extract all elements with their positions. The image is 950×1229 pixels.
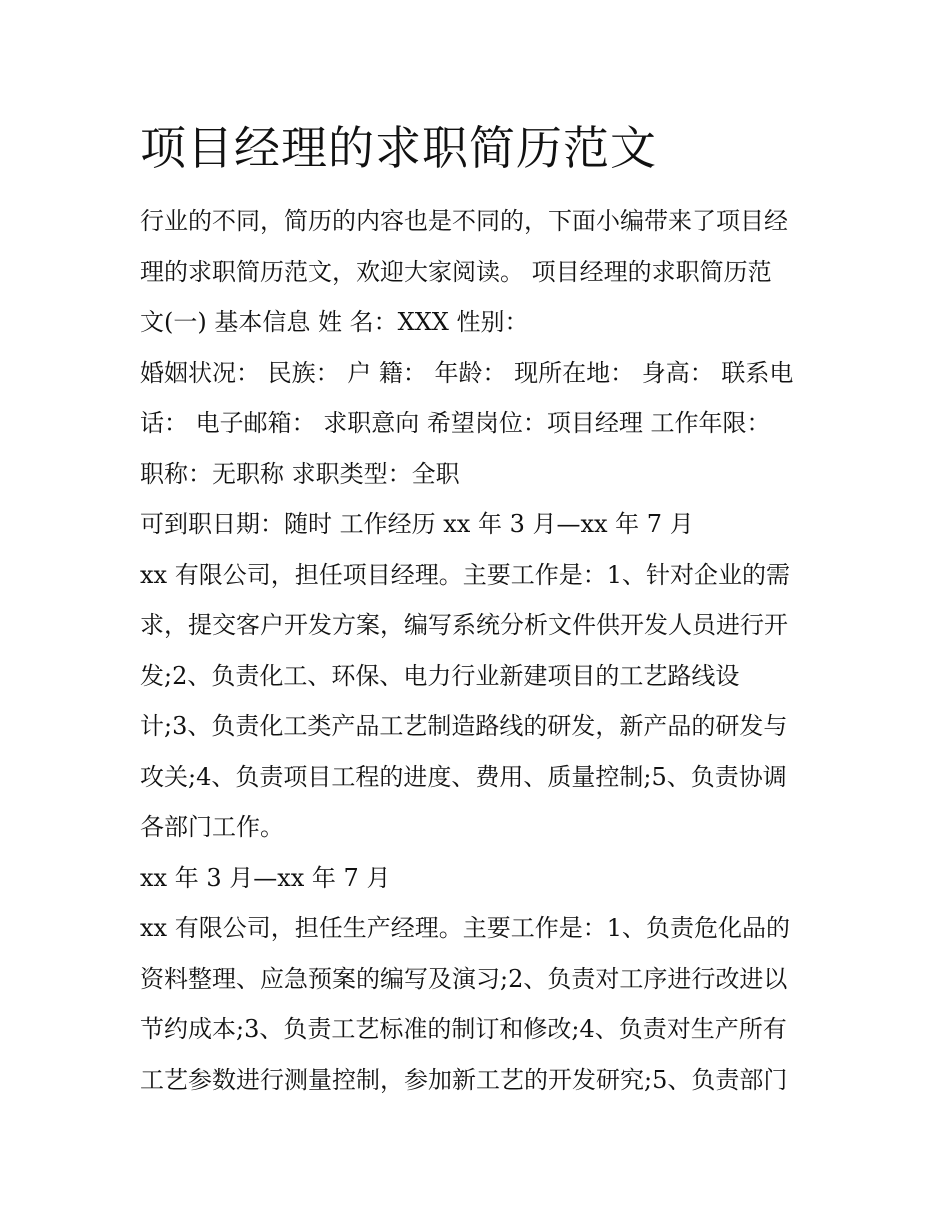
body-line: 可到职日期：随时 工作经历 xx 年 3 月—xx 年 7 月 bbox=[140, 510, 694, 538]
document-title: 项目经理的求职简历范文 bbox=[140, 121, 657, 175]
body-line: 资料整理、应急预案的编写及演习;2、负责对工序进行改进以 bbox=[140, 964, 788, 993]
document-body bbox=[140, 196, 820, 1105]
body-line: 求，提交客户开发方案，编写系统分析文件供开发人员进行开 bbox=[140, 611, 788, 639]
body-line: xx 有限公司，担任生产经理。主要工作是：1、负责危化品的 bbox=[140, 914, 790, 942]
body-line: xx 有限公司，担任项目经理。主要工作是：1、针对企业的需 bbox=[140, 560, 790, 589]
body-line: 工艺参数进行测量控制，参加新工艺的开发研究;5、负责部门 bbox=[140, 1065, 788, 1094]
body-line: 发;2、负责化工、环保、电力行业新建项目的工艺路线设 bbox=[140, 661, 740, 690]
body-line: 行业的不同，简历的内容也是不同的，下面小编带来了项目经 bbox=[140, 207, 788, 235]
body-line: 节约成本;3、负责工艺标准的制订和修改;4、负责对生产所有 bbox=[140, 1015, 787, 1043]
body-line: 理的求职简历范文，欢迎大家阅读。 项目经理的求职简历范 bbox=[140, 257, 772, 286]
body-line: 计;3、负责化工类产品工艺制造路线的研发，新产品的研发与 bbox=[140, 712, 788, 740]
body-line: 婚姻状况： 民族： 户 籍： 年龄： 现所在地： 身高： 联系电 bbox=[140, 358, 794, 387]
body-line: 文(一) 基本信息 姓 名：XXX 性别： bbox=[140, 308, 529, 336]
body-line: 攻关;4、负责项目工程的进度、费用、质量控制;5、负责协调 bbox=[140, 762, 787, 791]
body-line: 各部门工作。 bbox=[140, 813, 284, 841]
body-line: 话： 电子邮箱： 求职意向 希望岗位：项目经理 工作年限： bbox=[140, 409, 771, 437]
body-line: 职称：无职称 求职类型：全职 bbox=[140, 459, 460, 488]
body-line: xx 年 3 月—xx 年 7 月 bbox=[140, 863, 391, 892]
